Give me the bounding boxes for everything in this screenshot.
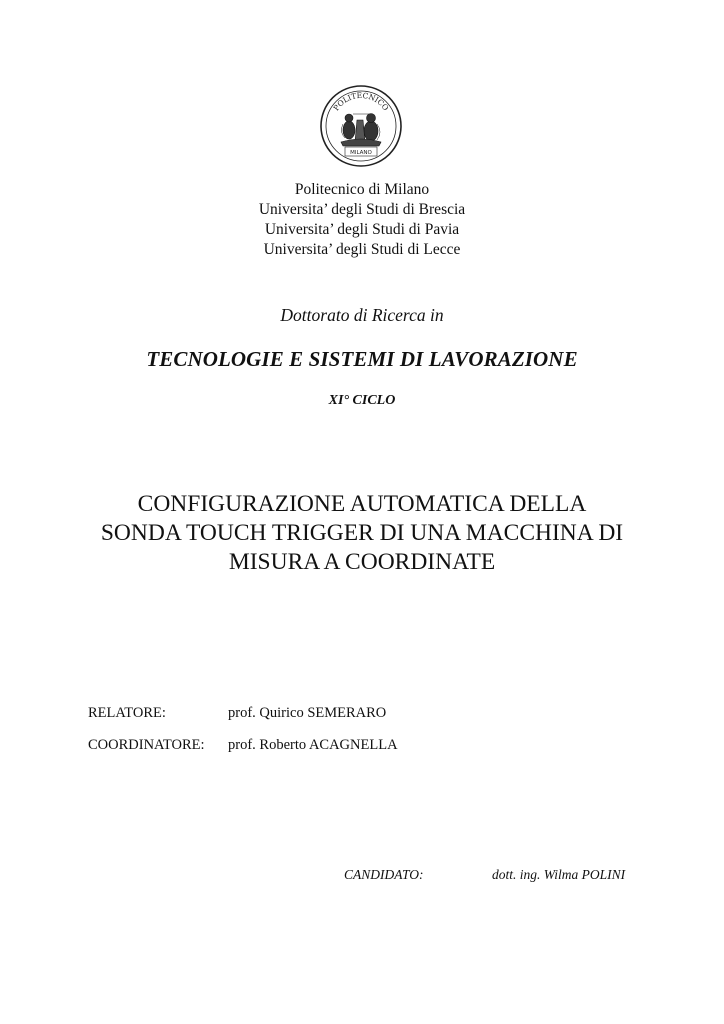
relatore-label: RELATORE:: [88, 705, 166, 721]
university-line: Universita’ degli Studi di Lecce: [263, 241, 461, 258]
university-line: Universita’ degli Studi di Pavia: [264, 221, 460, 238]
politecnico-seal-logo: [319, 84, 403, 168]
universities-block: [0, 180, 724, 260]
university-line: Universita’ degli Studi di Brescia: [258, 201, 466, 218]
coordinatore-name: prof. Roberto ACAGNELLA: [228, 737, 398, 753]
programme-title: TECNOLOGIE E SISTEMI DI LAVORAZIONE: [146, 347, 578, 371]
relatore-name: prof. Quirico SEMERARO: [228, 705, 387, 721]
candidato-name: dott. ing. Wilma POLINI: [492, 867, 626, 882]
svg-text:POLITECNICO: POLITECNICO: [331, 90, 391, 113]
thesis-title-line: MISURA A COORDINATE: [228, 549, 496, 575]
candidato-label: CANDIDATO:: [344, 867, 424, 882]
coordinatore-label: COORDINATORE:: [88, 737, 205, 753]
thesis-title-line: SONDA TOUCH TRIGGER DI UNA MACCHINA DI: [100, 520, 624, 546]
cycle-label: XI° CICLO: [328, 393, 396, 408]
thesis-title-line: CONFIGURAZIONE AUTOMATICA DELLA: [137, 491, 587, 517]
thesis-title: [0, 490, 724, 577]
university-line: Politecnico di Milano: [294, 181, 430, 198]
doctorate-label: Dottorato di Ricerca in: [280, 305, 444, 325]
svg-text:MILANO: MILANO: [350, 150, 372, 156]
